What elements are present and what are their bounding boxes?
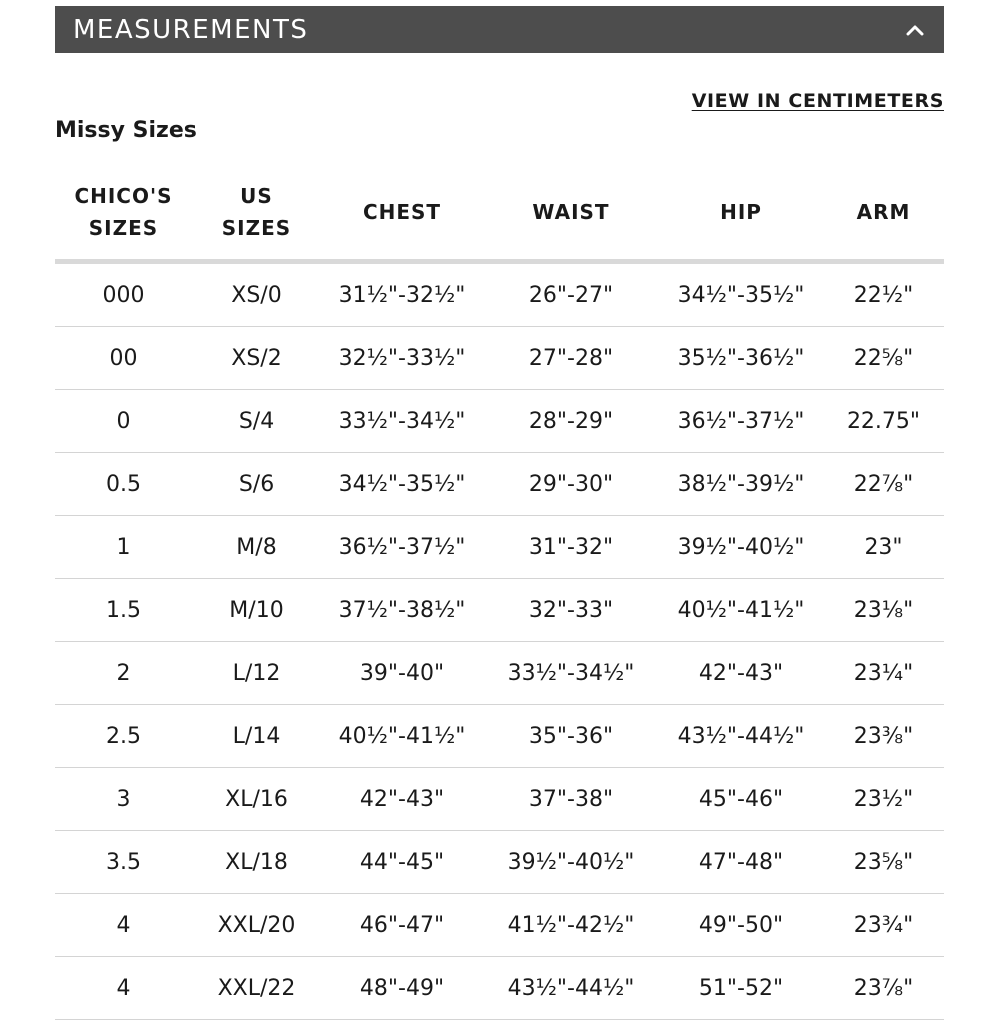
column-header-waist: [483, 165, 659, 262]
column-header-line: WAIST: [532, 200, 610, 224]
hip-cell: 51"-52": [659, 957, 823, 1020]
column-header-line: ARM: [856, 200, 911, 224]
table-row: [55, 516, 944, 579]
arm-cell: 23⅞": [823, 957, 944, 1020]
arm-cell: 22.75": [823, 390, 944, 453]
chicos-size-cell: 1.5: [55, 579, 192, 642]
chicos-size-cell: 2.5: [55, 705, 192, 768]
chevron-up-icon[interactable]: [904, 19, 926, 41]
waist-cell: 33½"-34½": [483, 642, 659, 705]
column-header-line: CHICO'S: [74, 184, 173, 208]
column-header-chest: [321, 165, 483, 262]
chest-cell: 37½"-38½": [321, 579, 483, 642]
hip-cell: 45"-46": [659, 768, 823, 831]
waist-cell: 28"-29": [483, 390, 659, 453]
waist-cell: 41½"-42½": [483, 894, 659, 957]
chest-cell: 44"-45": [321, 831, 483, 894]
us-size-cell: XL/18: [192, 831, 321, 894]
column-header-chicos-sizes: [55, 165, 192, 262]
table-row: [55, 894, 944, 957]
view-in-centimeters-link[interactable]: VIEW IN CENTIMETERS: [691, 90, 944, 112]
chest-cell: 34½"-35½": [321, 453, 483, 516]
chicos-size-cell: 3: [55, 768, 192, 831]
table-row: [55, 390, 944, 453]
us-size-cell: S/6: [192, 453, 321, 516]
table-row: [55, 957, 944, 1020]
column-header-line: SIZES: [88, 216, 159, 240]
us-size-cell: M/8: [192, 516, 321, 579]
chest-cell: 48"-49": [321, 957, 483, 1020]
table-row: [55, 579, 944, 642]
hip-cell: 42"-43": [659, 642, 823, 705]
arm-cell: 22⅝": [823, 327, 944, 390]
table-header: [55, 165, 944, 262]
chest-cell: 33½"-34½": [321, 390, 483, 453]
waist-cell: 29"-30": [483, 453, 659, 516]
column-header-line: US: [240, 184, 273, 208]
waist-cell: 35"-36": [483, 705, 659, 768]
table-row: [55, 831, 944, 894]
table-body: [55, 262, 944, 1020]
arm-cell: 23⅜": [823, 705, 944, 768]
column-header-line: CHEST: [362, 200, 442, 224]
hip-cell: 38½"-39½": [659, 453, 823, 516]
arm-cell: 23¾": [823, 894, 944, 957]
chest-cell: 36½"-37½": [321, 516, 483, 579]
waist-cell: 31"-32": [483, 516, 659, 579]
arm-cell: 23": [823, 516, 944, 579]
waist-cell: 27"-28": [483, 327, 659, 390]
chicos-size-cell: 4: [55, 957, 192, 1020]
chest-cell: 39"-40": [321, 642, 483, 705]
chest-cell: 46"-47": [321, 894, 483, 957]
arm-cell: 23⅛": [823, 579, 944, 642]
arm-cell: 22⅞": [823, 453, 944, 516]
chicos-size-cell: 1: [55, 516, 192, 579]
column-header-hip: [659, 165, 823, 262]
us-size-cell: XXL/22: [192, 957, 321, 1020]
section-title: Missy Sizes: [55, 118, 197, 143]
us-size-cell: XS/2: [192, 327, 321, 390]
us-size-cell: XL/16: [192, 768, 321, 831]
table-row: [55, 642, 944, 705]
arm-cell: 23½": [823, 768, 944, 831]
table-header-row: [55, 165, 944, 262]
size-chart-table: [55, 165, 944, 1020]
measurements-accordion-header[interactable]: [55, 6, 944, 53]
chest-cell: 42"-43": [321, 768, 483, 831]
waist-cell: 39½"-40½": [483, 831, 659, 894]
hip-cell: 34½"-35½": [659, 262, 823, 327]
table-row: [55, 262, 944, 327]
chicos-size-cell: 00: [55, 327, 192, 390]
column-header-us-sizes: [192, 165, 321, 262]
chest-cell: 40½"-41½": [321, 705, 483, 768]
waist-cell: 26"-27": [483, 262, 659, 327]
table-row: [55, 768, 944, 831]
hip-cell: 47"-48": [659, 831, 823, 894]
chicos-size-cell: 2: [55, 642, 192, 705]
us-size-cell: M/10: [192, 579, 321, 642]
hip-cell: 35½"-36½": [659, 327, 823, 390]
chest-cell: 32½"-33½": [321, 327, 483, 390]
column-header-line: HIP: [720, 200, 762, 224]
table-row: [55, 453, 944, 516]
waist-cell: 43½"-44½": [483, 957, 659, 1020]
table-row: [55, 705, 944, 768]
waist-cell: 32"-33": [483, 579, 659, 642]
us-size-cell: L/12: [192, 642, 321, 705]
hip-cell: 49"-50": [659, 894, 823, 957]
waist-cell: 37"-38": [483, 768, 659, 831]
hip-cell: 39½"-40½": [659, 516, 823, 579]
hip-cell: 43½"-44½": [659, 705, 823, 768]
arm-cell: 23¼": [823, 642, 944, 705]
arm-cell: 22½": [823, 262, 944, 327]
column-header-arm: [823, 165, 944, 262]
column-header-line: SIZES: [221, 216, 292, 240]
hip-cell: 40½"-41½": [659, 579, 823, 642]
accordion-title: MEASUREMENTS: [73, 14, 309, 45]
chicos-size-cell: 0.5: [55, 453, 192, 516]
us-size-cell: XXL/20: [192, 894, 321, 957]
chest-cell: 31½"-32½": [321, 262, 483, 327]
hip-cell: 36½"-37½": [659, 390, 823, 453]
chicos-size-cell: 3.5: [55, 831, 192, 894]
table-row: [55, 327, 944, 390]
us-size-cell: XS/0: [192, 262, 321, 327]
chicos-size-cell: 0: [55, 390, 192, 453]
chicos-size-cell: 4: [55, 894, 192, 957]
arm-cell: 23⅝": [823, 831, 944, 894]
us-size-cell: L/14: [192, 705, 321, 768]
chicos-size-cell: 000: [55, 262, 192, 327]
us-size-cell: S/4: [192, 390, 321, 453]
